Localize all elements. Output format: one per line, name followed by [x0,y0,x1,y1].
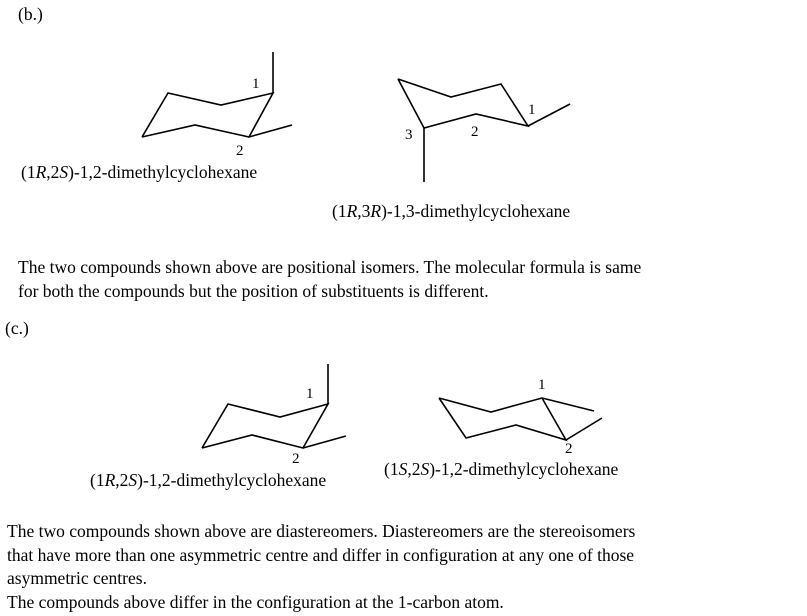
section-c-explanation [7,520,635,614]
c2-carbon-2-label: 2 [565,441,573,457]
c1-compound-name: (1R,2S)-1,2-dimethylcyclohexane [90,470,327,490]
section-b-line-1: The two compounds shown above are positional isomers. The molecular formula is same [18,257,642,277]
b2-carbon-2-label: 2 [471,124,479,140]
c2-carbon-1-label: 1 [538,377,546,393]
b1-compound-name: (1R,2S)-1,2-dimethylcyclohexane [21,162,258,182]
c1-carbon-1-label: 1 [306,386,314,402]
c1-carbon-2-label: 2 [292,451,300,467]
b1-carbon-1-label: 1 [252,76,260,92]
section-c-line-4: The compounds above differ in the configuration at the 1-carbon atom. [7,591,504,612]
section-c-line-2: that have more than one asymmetric centre and differ in configuration at any one of those [7,544,635,565]
b2-carbon-1-label: 1 [528,102,536,118]
b2-compound-name: (1R,3R)-1,3-dimethylcyclohexane [332,201,571,221]
section-b-line-2: for both the compounds but the position of substituents is different. [18,280,489,301]
b2-carbon-3-label: 3 [405,127,413,143]
b1-carbon-2-label: 2 [236,143,244,159]
section-c-line-1: The two compounds shown above are diastereomers. Diastereomers are the stereoisomers [7,521,636,541]
c2-compound-name: (1S,2S)-1,2-dimethylcyclohexane [384,459,619,479]
section-b-label: (b.) [18,4,43,24]
section-c-label: (c.) [5,318,29,338]
section-c-line-3: asymmetric centres. [7,568,147,588]
